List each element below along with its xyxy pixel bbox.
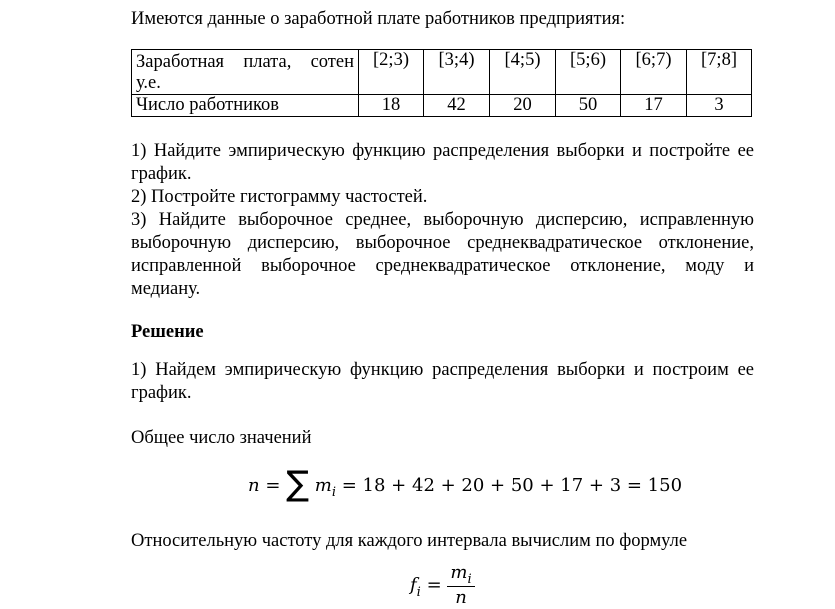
task-1-line-2: график.	[131, 164, 192, 184]
task-3-line-3: исправленной выборочное среднеквадратическое отклонение, моду и	[131, 256, 754, 276]
table-header-label: Заработная плата, сотен у.е.	[132, 50, 359, 95]
formula-n: n = ∑ $m_i = 18 + 42 + 20 + 50 + 17 + 3 = 150$	[248, 464, 683, 504]
relative-frequency-text: Относительную частоту для каждого интервала вычислим по формуле	[131, 531, 688, 551]
table-cell: [7;8]	[687, 50, 752, 95]
solution-step-1-line-1: 1) Найдем эмпирическую функцию распределения выборки и построим ее	[131, 360, 754, 380]
task-3-line-1: 3) Найдите выборочное среднее, выборочную дисперсию, исправленную	[131, 210, 754, 230]
table-row	[132, 50, 752, 95]
formula-f: $f_i$ = $\frac{m_i}{n}$	[410, 562, 475, 609]
table-cell: [6;7)	[621, 50, 687, 95]
table-cell: 42	[424, 95, 490, 117]
solution-step-1-line-2: график.	[131, 383, 192, 403]
task-3-line-4: медиану.	[131, 279, 201, 299]
table-row-label: Число работников	[132, 95, 359, 117]
table-cell: 17	[621, 95, 687, 117]
task-1-line-1: 1) Найдите эмпирическую функцию распределения выборки и постройте ее	[131, 141, 754, 161]
table-cell: [2;3)	[359, 50, 424, 95]
table-cell: [5;6)	[556, 50, 621, 95]
total-values-text: Общее число значений	[131, 428, 312, 448]
table-cell: 50	[556, 95, 621, 117]
table-cell: 20	[490, 95, 556, 117]
table-row	[132, 95, 752, 117]
table-cell: [3;4)	[424, 50, 490, 95]
table-cell: [4;5)	[490, 50, 556, 95]
sum-symbol: ∑	[286, 464, 310, 504]
task-2: 2) Постройте гистограмму частостей.	[131, 187, 428, 207]
solution-heading: Решение	[131, 322, 204, 342]
intro-text: Имеются данные о заработной плате работников предприятия:	[131, 9, 626, 29]
salary-table	[131, 49, 752, 117]
task-3-line-2: выборочную дисперсию, выборочное среднеквадратическое отклонение,	[131, 233, 754, 253]
fraction: $\frac{m_i}{n}$	[447, 562, 474, 609]
table-cell: 18	[359, 95, 424, 117]
table-cell: 3	[687, 95, 752, 117]
